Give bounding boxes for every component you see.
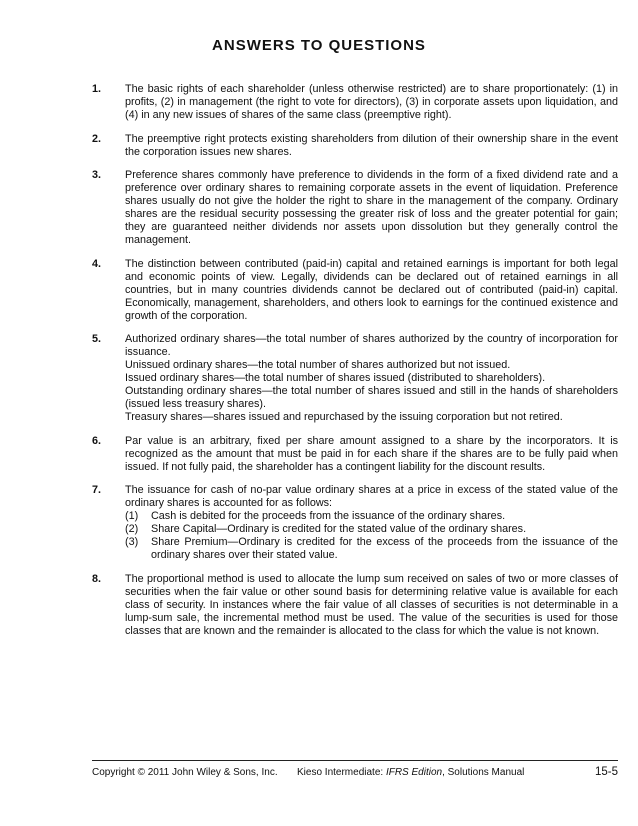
question-number: 4. (92, 257, 102, 270)
question-answer (125, 258, 618, 323)
answer-paragraph: The preemptive right protects existing shareholders from dilution of their ownership share in the event the corporation issues new shares. (125, 132, 618, 158)
question-item (92, 573, 618, 638)
footer-book-prefix: Kieso Intermediate: (297, 767, 386, 778)
question-item (92, 83, 618, 122)
question-answer (125, 169, 618, 247)
answer-paragraph: Preference shares commonly have preference to dividends in the form of a fixed dividend rate and a preference over ordinary shares to remaining corporate assets in the event of liquidation. Preference shares usually do not give the holder the right to share in the management of the company. Ordinary shares are the residual security possessing the greater risk of loss and the greater potential for gain; they are guaranteed neither dividends nor assets upon dissolution but they generally control the management. (125, 169, 618, 246)
question-answer (125, 83, 618, 122)
question-answer (125, 435, 618, 474)
sub-item-number: (2) (125, 523, 139, 535)
question-number: 3. (92, 169, 102, 181)
footer-book-edition: IFRS Edition (385, 767, 443, 778)
answer-paragraph: Outstanding ordinary shares—the total number of shares issued and still in the hands of shareholders (issued less treasury shares). (125, 385, 618, 410)
sub-item (125, 510, 618, 523)
footer-copyright: Copyright © 2011 John Wiley & Sons, Inc. (92, 767, 278, 778)
question-number: 5. (92, 333, 102, 345)
answer-paragraph: The proportional method is used to allocate the lump sum received on sales of two or more classes of securities when the fair value or other sound basis for determining relative value is available for each class of security. In instances where the fair value of all classes of securities is not determinable in a lump-sum sale, the incremental method must be used. The value of the securities is used for those classes that are known and the remainder is allocated to the class for which the value is not known. (125, 572, 618, 637)
sub-item (125, 536, 618, 562)
sub-item (125, 523, 618, 536)
questions-list (92, 83, 618, 648)
sub-item-text: Share Premium—Ordinary is credited for the excess of the proceeds from the issuance of the ordinary shares over their stated value. (151, 536, 618, 561)
question-answer (125, 133, 618, 159)
question-answer (125, 333, 618, 424)
footer-book-suffix: , Solutions Manual (442, 767, 525, 778)
page-title: ANSWERS TO QUESTIONS (212, 37, 426, 54)
question-item (92, 484, 618, 562)
answer-paragraph: The distinction between contributed (paid-in) capital and retained earnings is important for both legal and economic points of view. Legally, dividends can be declared out of retained earnings in all countries, but in many countries dividends cannot be declared out of contributed (paid-in) capital. Economically, management, shareholders, and others look to earnings for the continued existence and growth of the corporation. (125, 257, 618, 322)
sub-item-number: (1) (125, 510, 139, 522)
answer-paragraph: Par value is an arbitrary, fixed per share amount assigned to a share by the incorporators. It is recognized as the amount that must be paid in for each share if the shares are to be fully paid when issued. If not fully paid, the shareholder has a contingent liability for the discount results. (125, 434, 618, 473)
answer-paragraph: Authorized ordinary shares—the total number of shares authorized by the country of incorporation for issuance. (125, 333, 618, 358)
question-number: 6. (92, 434, 102, 447)
sub-item-text: Cash is debited for the proceeds from the issuance of the ordinary shares. (151, 510, 506, 522)
footer-rule (92, 760, 618, 761)
footer-book-title (297, 766, 524, 780)
question-answer (125, 573, 618, 638)
answer-paragraph: The basic rights of each shareholder (unless otherwise restricted) are to share proportionately: (1) in profits, (2) in management (the right to vote for directors), (3) in corporate assets upon liquidation, and (4) in any new issues of shares of the same class (preemptive right). (125, 83, 618, 121)
answer-paragraph: The issuance for cash of no-par value ordinary shares at a price in excess of the stated value of the ordinary shares is accounted for as follows: (125, 484, 618, 509)
question-item (92, 169, 618, 247)
question-item (92, 435, 618, 474)
answer-paragraph: Issued ordinary shares—the total number of shares issued (distributed to shareholders). (125, 372, 546, 384)
question-item (92, 258, 618, 323)
answer-paragraph: Unissued ordinary shares—the total number of shares authorized but not issued. (125, 359, 511, 371)
page-footer (92, 763, 618, 777)
sub-item-number: (3) (125, 536, 139, 548)
question-item (92, 133, 618, 159)
question-answer (125, 484, 618, 562)
answer-paragraph: Treasury shares—shares issued and repurchased by the issuing corporation but not retired. (125, 411, 563, 423)
question-number: 8. (92, 572, 102, 585)
question-number: 7. (92, 484, 102, 496)
page-number: 15-5 (594, 766, 618, 778)
question-number: 1. (92, 83, 102, 95)
sub-item-text: Share Capital—Ordinary is credited for the stated value of the ordinary shares. (151, 523, 527, 535)
question-number: 2. (92, 132, 102, 145)
question-item (92, 333, 618, 424)
